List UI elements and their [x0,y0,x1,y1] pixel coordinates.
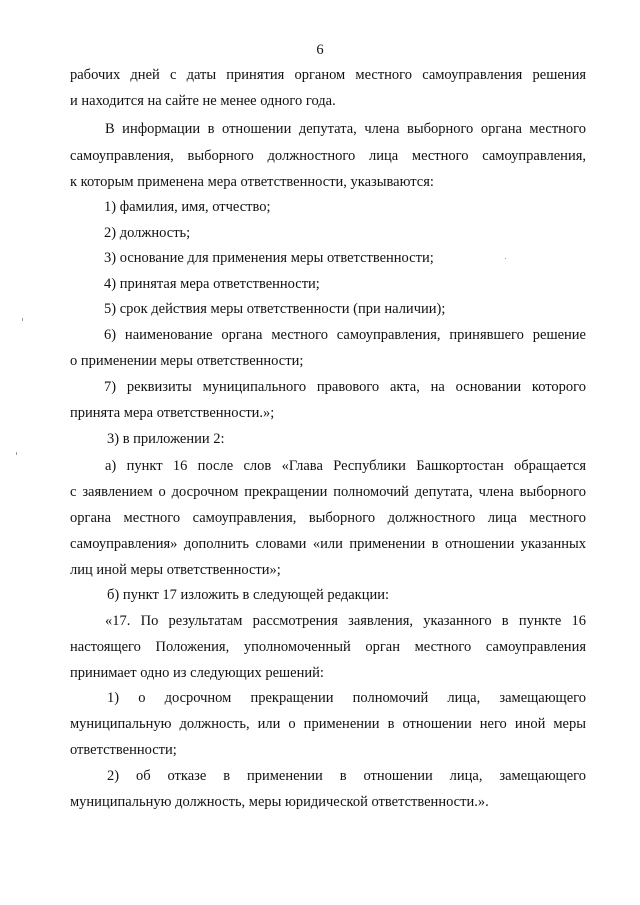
list-item: 6) наименование органа местного самоуправления, принявшего решение [104,327,586,343]
text-line: «17. По результатам рассмотрения заявления, указанного в пункте 16 [105,613,586,629]
text-line: с заявлением о досрочном прекращении полномочий депутата, члена выборного [70,484,586,500]
scan-mark [16,452,17,455]
text-line: настоящего Положения, уполномоченный орган местного самоуправления [70,639,586,655]
text-line: принята мера ответственности.»; [70,405,275,421]
text-line: органа местного самоуправления, выборного должностного лица местного [70,510,586,526]
list-item: 7) реквизиты муниципального правового акта, на основании которого [104,379,586,395]
text-line: муниципальную должность, или о применении в отношении него иной меры [70,716,586,732]
text-line: самоуправления, выборного должностного лица местного самоуправления, [70,148,586,164]
text-line: муниципальную должность, меры юридической ответственности.». [70,794,489,810]
list-item: а) пункт 16 после слов «Глава Республики Башкортостан обращается [105,458,586,474]
text-line: о применении меры ответственности; [70,353,304,369]
list-item: 3) основание для применения меры ответственности; [104,250,434,266]
text-line: рабочих дней с даты принятия органом местного самоуправления решения [70,67,586,83]
text-line: к которым применена мера ответственности, указываются: [70,174,434,190]
list-item: б) пункт 17 изложить в следующей редакции: [107,587,389,603]
scan-mark [22,318,23,321]
text-line: В информации в отношении депутата, члена выборного органа местного [105,121,586,137]
list-item: 1) о досрочном прекращении полномочий лица, замещающего [107,690,586,706]
list-item: 5) срок действия меры ответственности (при наличии); [104,301,446,317]
text-line: самоуправления» дополнить словами «или применении в отношении указанных [70,536,586,552]
list-item: 2) об отказе в применении в отношении лица, замещающего [107,768,586,784]
page-number: 6 [316,42,324,58]
text-line: принимает одно из следующих решений: [70,665,324,681]
text-line: ответственности; [70,742,177,758]
text-line: и находится на сайте не менее одного года. [70,93,336,109]
list-item: 1) фамилия, имя, отчество; [104,199,271,215]
text-line: лиц иной меры ответственности»; [70,562,281,578]
scan-mark [505,258,506,259]
list-item: 4) принятая мера ответственности; [104,276,320,292]
list-item: 2) должность; [104,225,191,241]
list-item: 3) в приложении 2: [107,431,225,447]
